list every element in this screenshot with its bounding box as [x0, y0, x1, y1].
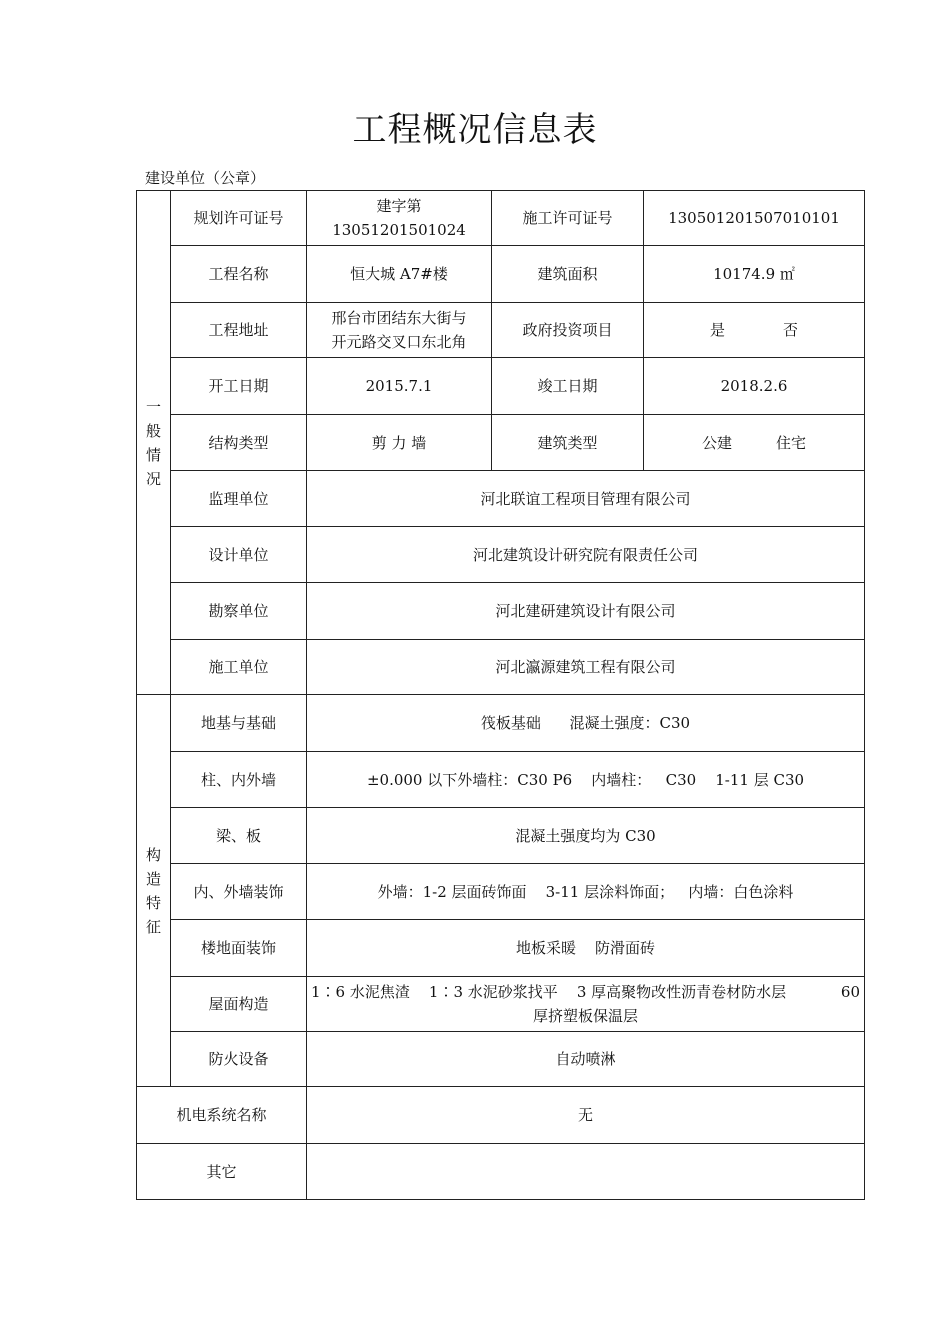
foundation-value: 筏板基础 混凝土强度：C30	[307, 695, 865, 752]
table-row	[137, 695, 865, 752]
table-row	[137, 246, 865, 303]
columns-value: ±0.000 以下外墙柱：C30 P6 内墙柱： C30 1-11 层 C30	[307, 752, 865, 808]
section-structure: 构 造 特 征	[137, 695, 171, 1087]
table-row	[137, 864, 865, 920]
construction-permit-label: 施工许可证号	[492, 191, 644, 246]
planning-permit-label: 规划许可证号	[171, 191, 307, 246]
building-type-value	[644, 415, 865, 471]
roof-label: 屋面构造	[171, 977, 307, 1032]
contractor-label: 施工单位	[171, 640, 307, 695]
survey-value: 河北建研建筑设计有限公司	[307, 583, 865, 640]
table-row	[137, 191, 865, 246]
project-name-value: 恒大城 A7#楼	[307, 246, 492, 303]
table-row	[137, 920, 865, 977]
floor-finish-value: 地板采暖 防滑面砖	[307, 920, 865, 977]
table-row	[137, 752, 865, 808]
start-date-label: 开工日期	[171, 358, 307, 415]
beams-label: 梁、板	[171, 808, 307, 864]
start-date-value: 2015.7.1	[307, 358, 492, 415]
project-name-label: 工程名称	[171, 246, 307, 303]
address-label: 工程地址	[171, 303, 307, 358]
mep-label: 机电系统名称	[137, 1087, 307, 1144]
other-value	[307, 1144, 865, 1200]
structure-type-value: 剪 力 墙	[307, 415, 492, 471]
wall-finish-value: 外墙：1-2 层面砖饰面 3-11 层涂料饰面； 内墙：白色涂料	[307, 864, 865, 920]
construction-unit-label: 建设单位（公章）	[145, 169, 266, 187]
completion-date-label: 竣工日期	[492, 358, 644, 415]
table-row	[137, 471, 865, 527]
contractor-value: 河北瀛源建筑工程有限公司	[307, 640, 865, 695]
gov-investment-value	[644, 303, 865, 358]
beams-value: 混凝土强度均为 C30	[307, 808, 865, 864]
foundation-label: 地基与基础	[171, 695, 307, 752]
table-row	[137, 1144, 865, 1200]
address-value: 邢台市团结东大街与 开元路交叉口东北角	[307, 303, 492, 358]
table-row	[137, 1032, 865, 1087]
floor-area-value: 10174.9 ㎡	[644, 246, 865, 303]
section-general: 一 般 情 况	[137, 191, 171, 695]
fire-label: 防火设备	[171, 1032, 307, 1087]
building-type-public: 公建	[701, 433, 732, 452]
fire-value: 自动喷淋	[307, 1032, 865, 1087]
table-row	[137, 977, 865, 1032]
structure-type-label: 结构类型	[171, 415, 307, 471]
table-row	[137, 808, 865, 864]
floor-finish-label: 楼地面装饰	[171, 920, 307, 977]
gov-investment-no: 否	[783, 321, 799, 339]
floor-area-label: 建筑面积	[492, 246, 644, 303]
roof-value: 1∶6 水泥焦渣 1∶3 水泥砂浆找平 3 厚高聚物改性沥青卷材防水层 60 厚挤塑板保温层	[307, 977, 865, 1032]
project-info-table	[136, 190, 865, 1200]
mep-value: 无	[307, 1087, 865, 1144]
page-title: 工程概况信息表	[352, 110, 598, 150]
gov-investment-yes: 是	[709, 321, 725, 339]
design-label: 设计单位	[171, 527, 307, 583]
supervision-label: 监理单位	[171, 471, 307, 527]
table-row	[137, 415, 865, 471]
survey-label: 勘察单位	[171, 583, 307, 640]
supervision-value: 河北联谊工程项目管理有限公司	[307, 471, 865, 527]
other-label: 其它	[137, 1144, 307, 1200]
planning-permit-value: 建字第 13051201501024	[307, 191, 492, 246]
gov-investment-label: 政府投资项目	[492, 303, 644, 358]
building-type-residential: 住宅	[776, 433, 807, 452]
building-type-label: 建筑类型	[492, 415, 644, 471]
table-row	[137, 303, 865, 358]
table-row	[137, 640, 865, 695]
columns-label: 柱、内外墙	[171, 752, 307, 808]
table-row	[137, 358, 865, 415]
design-value: 河北建筑设计研究院有限责任公司	[307, 527, 865, 583]
table-row	[137, 583, 865, 640]
table-row	[137, 1087, 865, 1144]
construction-permit-value: 130501201507010101	[644, 191, 865, 246]
table-row	[137, 527, 865, 583]
completion-date-value: 2018.2.6	[644, 358, 865, 415]
wall-finish-label: 内、外墙装饰	[171, 864, 307, 920]
